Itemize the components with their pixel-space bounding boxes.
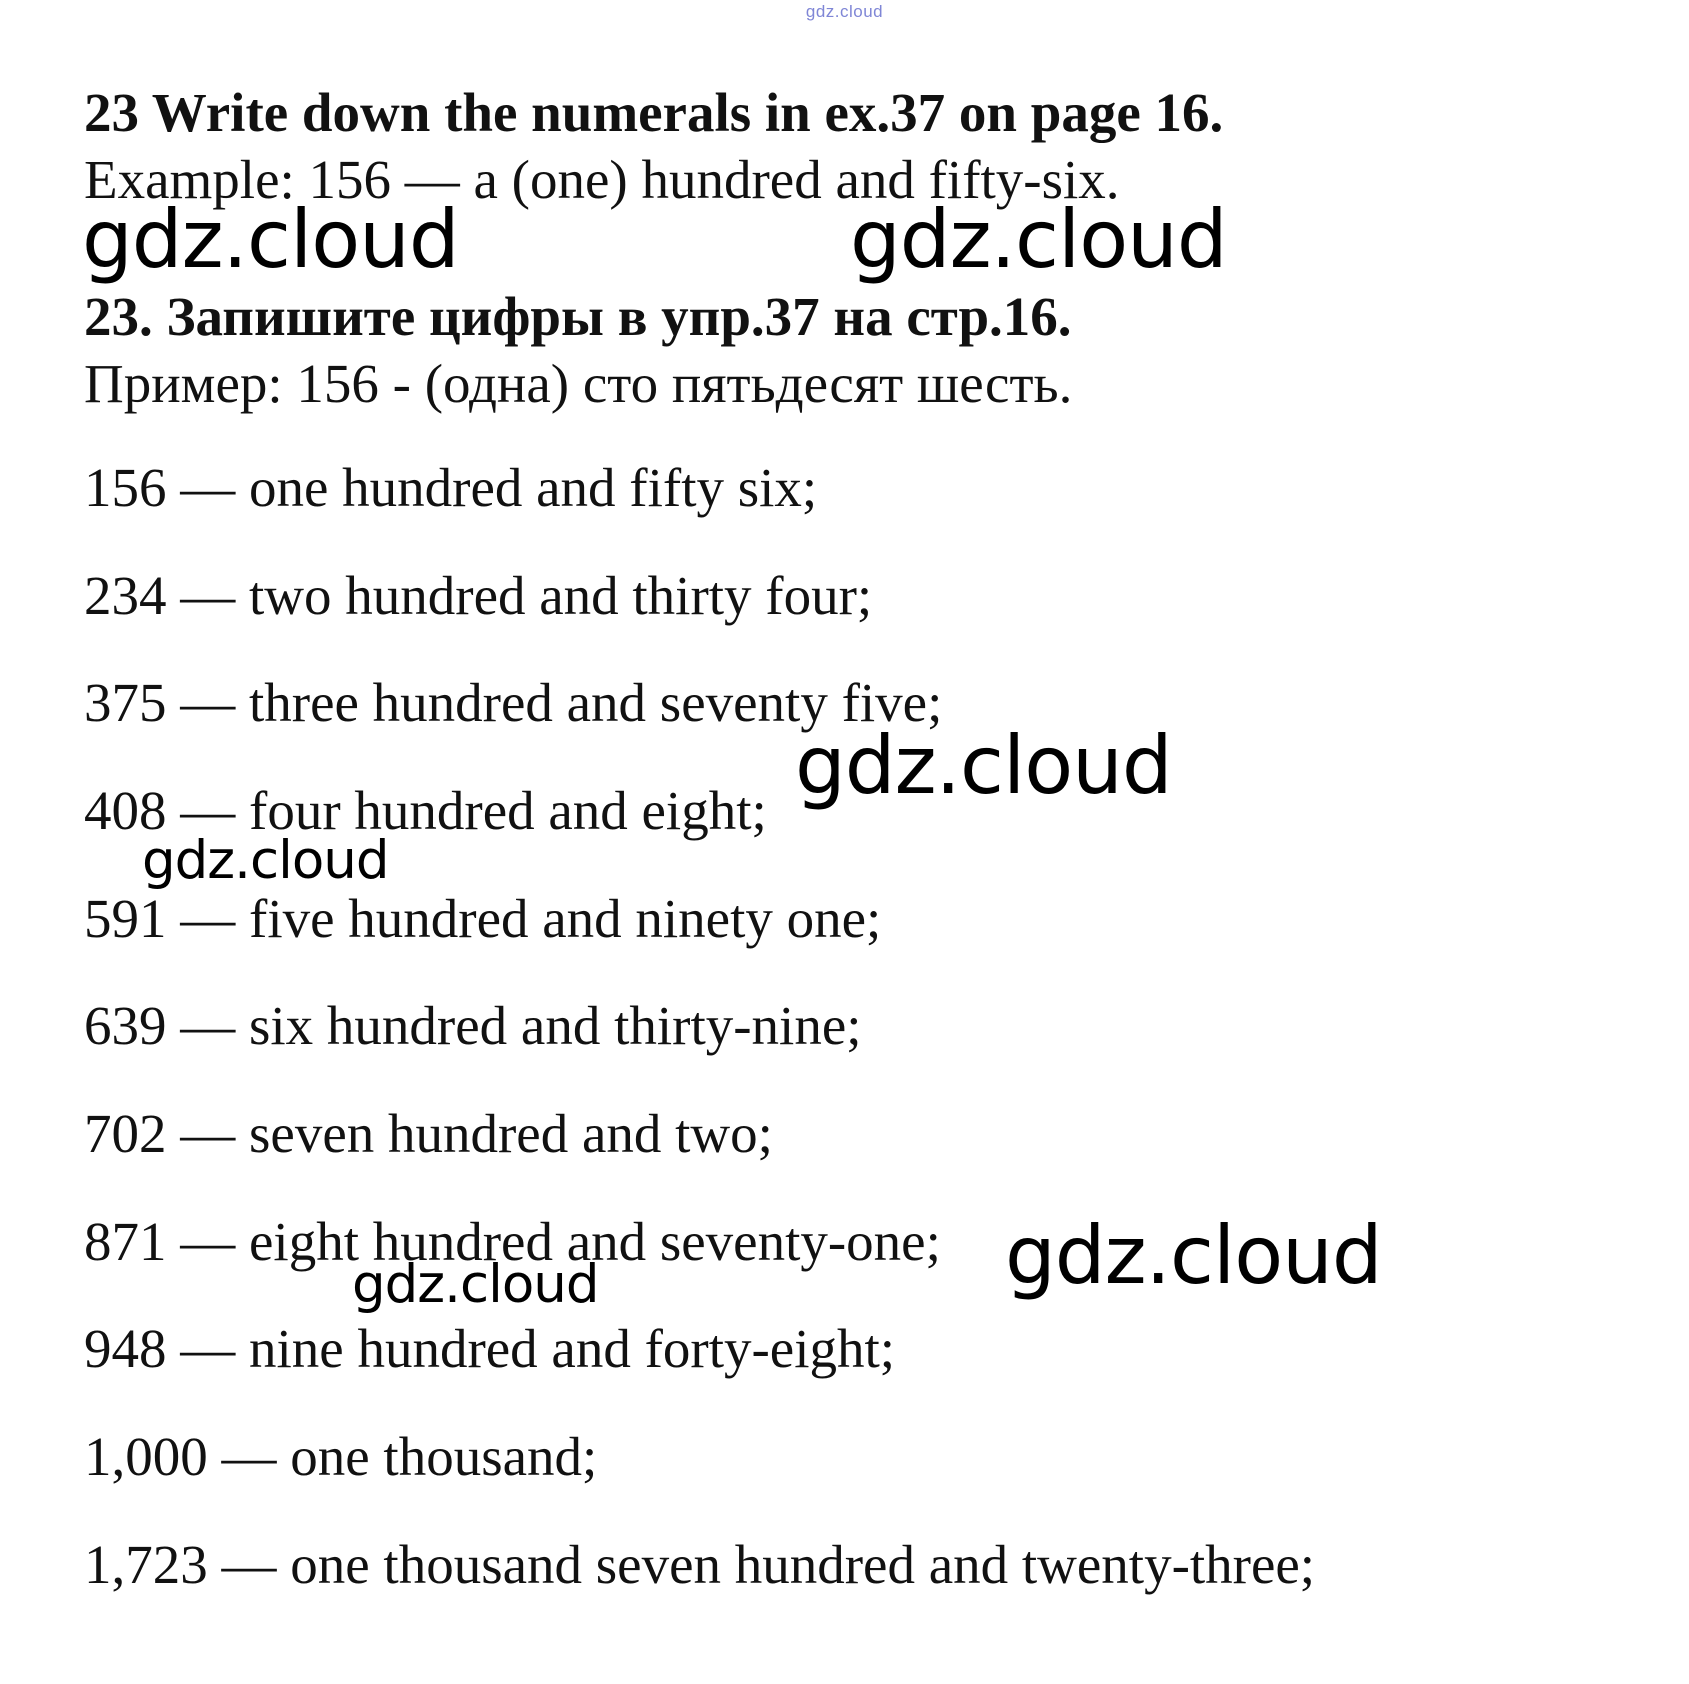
- task-example-ru: Пример: 156 - (одна) сто пятьдесят шесть.: [84, 353, 1073, 414]
- site-mark: gdz.cloud: [805, 2, 884, 21]
- answer-line: 639 — six hundred and thirty-nine;: [84, 995, 862, 1056]
- answer-line: 702 — seven hundred and two;: [84, 1103, 773, 1164]
- watermark: gdz.cloud: [795, 719, 1172, 812]
- answer-line: 871 — eight hundred and seventy-one;: [84, 1211, 941, 1272]
- answer-line: 1,000 — one thousand;: [84, 1426, 598, 1487]
- watermark: gdz.cloud: [142, 830, 389, 891]
- answer-line: 234 — two hundred and thirty four;: [84, 565, 873, 626]
- answer-line: 591 — five hundred and ninety one;: [84, 888, 882, 949]
- task-title-en: 23 Write down the numerals in ex.37 on page 16.: [84, 82, 1224, 143]
- watermark: gdz.cloud: [82, 193, 459, 286]
- watermark: gdz.cloud: [1005, 1209, 1382, 1302]
- answer-line: 948 — nine hundred and forty-eight;: [84, 1318, 896, 1379]
- watermark: gdz.cloud: [352, 1254, 599, 1315]
- answer-line: 408 — four hundred and eight;: [84, 780, 767, 841]
- answer-line: 156 — one hundred and fifty six;: [84, 457, 818, 518]
- task-example-en: Example: 156 — a (one) hundred and fifty-six.: [84, 149, 1120, 210]
- watermark: gdz.cloud: [850, 193, 1227, 286]
- answer-line: 1,723 — one thousand seven hundred and twenty-three;: [84, 1534, 1316, 1595]
- answer-line: 375 — three hundred and seventy five;: [84, 672, 943, 733]
- task-title-ru: 23. Запишите цифры в упр.37 на стр.16.: [84, 286, 1072, 347]
